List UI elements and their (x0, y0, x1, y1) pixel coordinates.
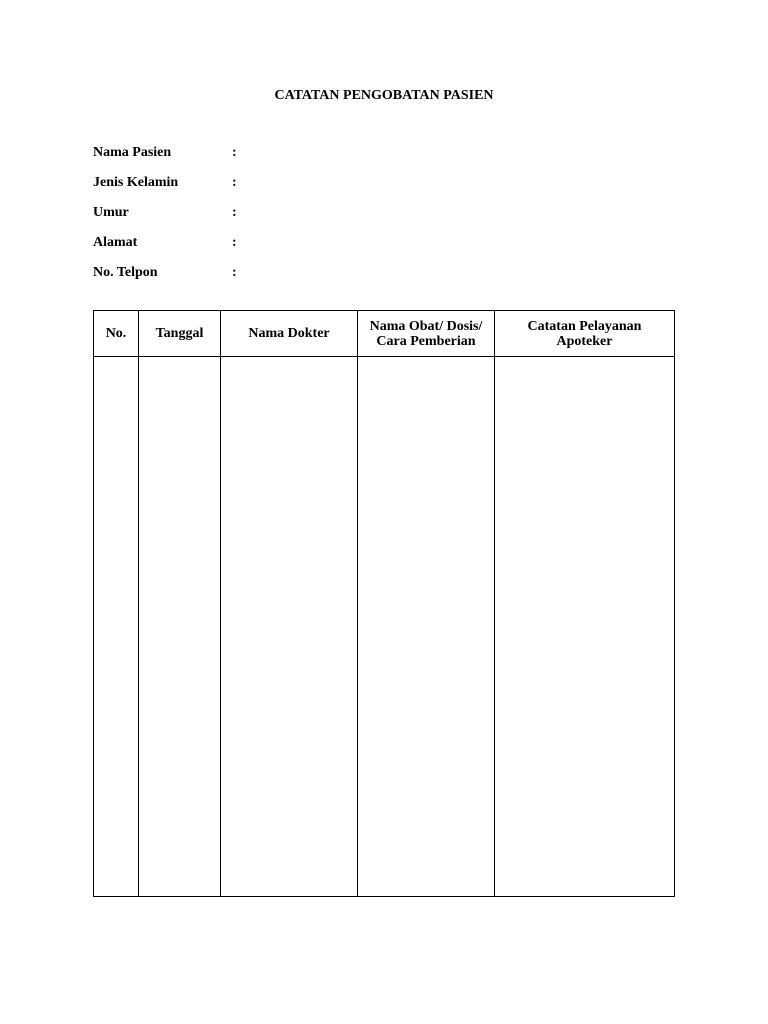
cell-date[interactable] (139, 357, 221, 897)
patient-name-colon: : (232, 145, 237, 160)
gender-label: Jenis Kelamin (93, 175, 179, 190)
phone-colon: : (232, 265, 237, 280)
header-pharmacist-line-1: Catatan Pelayanan (527, 318, 642, 334)
header-no-text: No. (105, 326, 127, 341)
address-colon: : (232, 235, 237, 250)
header-medication-line-2: Cara Pemberian (376, 333, 476, 349)
age-colon: : (232, 205, 237, 220)
age-label: Umur (93, 205, 129, 220)
cell-pharmacist-notes[interactable] (495, 357, 675, 897)
gender-colon: : (232, 175, 237, 190)
cell-medication-dose-route[interactable] (358, 357, 495, 897)
patient-name-label: Nama Pasien (93, 145, 172, 160)
header-pharmacist-notes (495, 311, 675, 357)
table-header-row (94, 311, 675, 357)
header-date (139, 311, 221, 357)
header-doctor-name-text: Nama Dokter (248, 326, 330, 341)
header-doctor-name (221, 311, 358, 357)
cell-doctor-name[interactable] (221, 357, 358, 897)
header-medication-dose-route (358, 311, 495, 357)
medication-record-table (93, 310, 675, 897)
table-row (94, 357, 675, 897)
document-title: CATATAN PENGOBATAN PASIEN (274, 88, 494, 103)
header-no (94, 311, 139, 357)
header-pharmacist-line-2: Apoteker (556, 333, 613, 349)
address-label: Alamat (93, 235, 138, 250)
cell-no[interactable] (94, 357, 139, 897)
header-date-text: Tanggal (155, 326, 204, 341)
phone-label: No. Telpon (93, 265, 158, 280)
header-medication-line-1: Nama Obat/ Dosis/ (369, 318, 483, 334)
